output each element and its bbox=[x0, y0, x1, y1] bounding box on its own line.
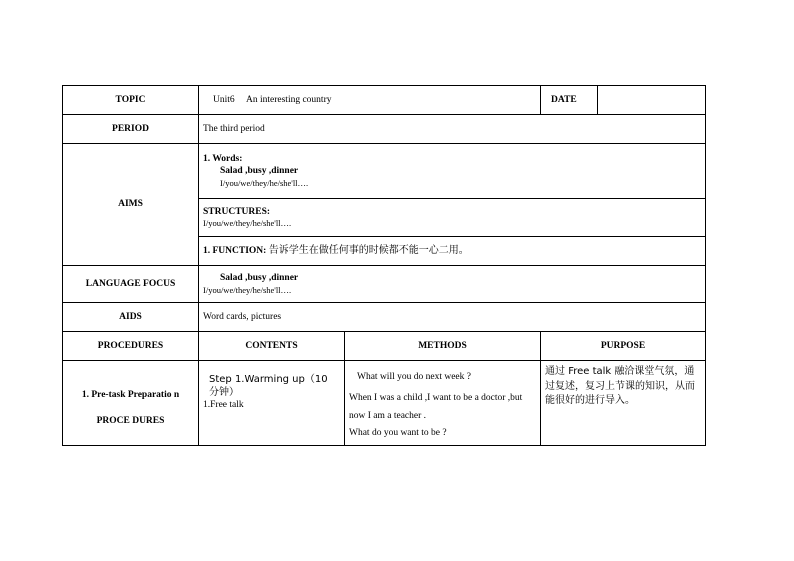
date-label: DATE bbox=[541, 86, 598, 115]
step1-procedure-line2: PROCE DURES bbox=[96, 416, 165, 426]
aims-structures-cell bbox=[199, 199, 706, 237]
procedures-header: PROCEDURES bbox=[63, 332, 199, 361]
step1-methods-line3: What do you want to be ? bbox=[349, 428, 447, 439]
purpose-header: PURPOSE bbox=[541, 332, 706, 361]
methods-header: METHODS bbox=[345, 332, 541, 361]
period-label: PERIOD bbox=[63, 115, 199, 144]
contents-header: CONTENTS bbox=[199, 332, 345, 361]
topic-value bbox=[199, 86, 541, 115]
aims-words-cell bbox=[199, 144, 706, 199]
language-focus-label: LANGUAGE FOCUS bbox=[63, 266, 199, 303]
period-row bbox=[63, 115, 706, 144]
language-focus-words: Salad ,busy ,dinner bbox=[220, 273, 299, 284]
aims-function-heading: 1. FUNCTION: bbox=[203, 246, 267, 257]
aims-function-text: 告诉学生在做任何事的时候都不能一心二用。 bbox=[268, 245, 469, 257]
procedures-header-row bbox=[63, 332, 706, 361]
language-focus-cell bbox=[199, 266, 706, 303]
aims-function-cell bbox=[199, 237, 706, 266]
topic-unit: Unit6 bbox=[213, 94, 235, 105]
topic-label: TOPIC bbox=[63, 86, 199, 115]
aims-words-heading: 1. Words: bbox=[203, 154, 243, 165]
date-value bbox=[598, 86, 706, 115]
aids-label: AIDS bbox=[63, 303, 199, 332]
step1-methods-cell bbox=[345, 361, 541, 446]
step1-contents-line1: Step 1.Warming up（10 分钟） bbox=[209, 374, 328, 398]
lesson-plan-table bbox=[62, 85, 706, 446]
step1-procedure-line1: 1. Pre-task Preparatio n bbox=[81, 389, 180, 400]
aims-words-row bbox=[63, 144, 706, 199]
language-focus-row bbox=[63, 266, 706, 303]
period-value: The third period bbox=[199, 115, 706, 144]
language-focus-pronouns: I/you/we/they/he/she'll…. bbox=[203, 284, 292, 295]
step1-methods-line2: When I was a child ,I want to be a doctor ,but now I am a teacher . bbox=[349, 393, 523, 422]
step1-purpose-cell: 通过 Free talk 融洽课堂气氛，通过复述，复习上节课的知识，从而能很好的进行导入。 bbox=[541, 361, 706, 446]
aims-structures-pronouns: I/you/we/they/he/she'll…. bbox=[203, 218, 292, 229]
aims-structures-heading: STRUCTURES: bbox=[203, 206, 271, 217]
step1-procedure-cell bbox=[63, 361, 199, 446]
step1-contents-line2: 1.Free talk bbox=[203, 400, 244, 410]
aids-row bbox=[63, 303, 706, 332]
step1-contents-cell bbox=[199, 361, 345, 446]
step1-row bbox=[63, 361, 706, 446]
topic-row bbox=[63, 86, 706, 115]
aims-label: AIMS bbox=[63, 144, 199, 266]
topic-title: An interesting country bbox=[246, 94, 332, 105]
aids-value: Word cards, pictures bbox=[199, 303, 706, 332]
step1-methods-line1: What will you do next week ? bbox=[357, 372, 471, 382]
aims-words-pronouns: I/you/we/they/he/she'll…. bbox=[220, 177, 309, 188]
aims-words-list: Salad ,busy ,dinner bbox=[220, 166, 299, 177]
